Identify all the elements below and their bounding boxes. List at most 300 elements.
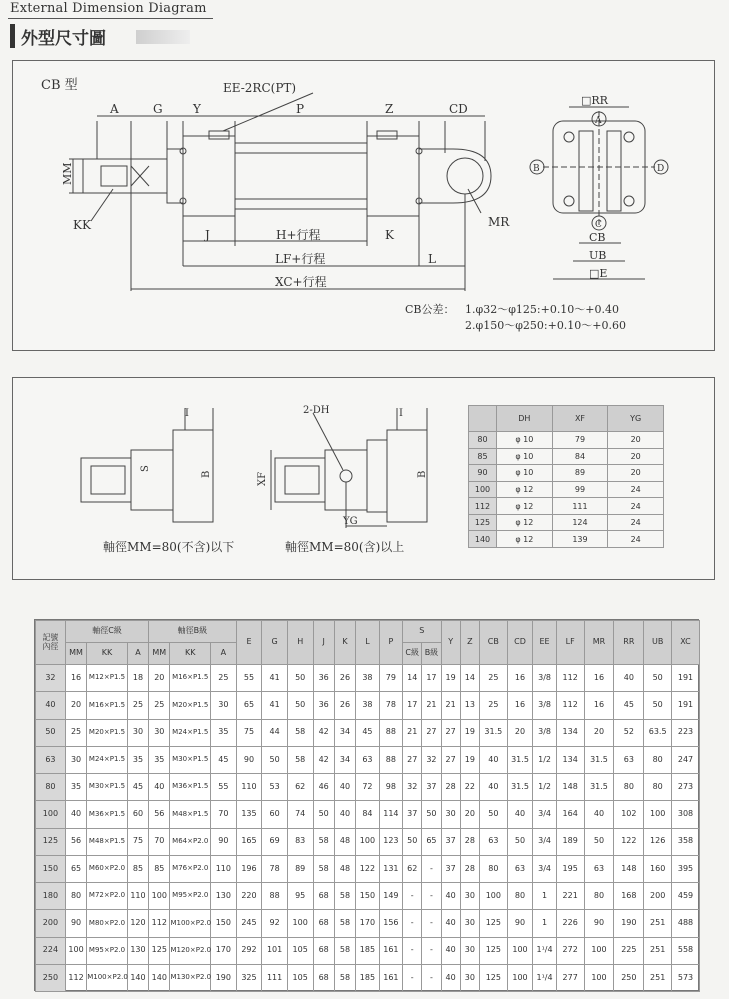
spec-cell: 35 [149, 746, 170, 773]
spec-cell: 31.5 [507, 746, 533, 773]
spec-cell: - [403, 910, 422, 937]
spec-cell: 36 [313, 665, 334, 692]
spec-cell: 45 [356, 719, 379, 746]
spec-table-row [36, 719, 700, 746]
spec-cell: 189 [556, 828, 584, 855]
spec-cell: 1/2 [533, 746, 556, 773]
dim-cd: CD [449, 102, 468, 116]
spec-cell: 3/4 [533, 855, 556, 882]
sub-mm-b: MM [149, 643, 170, 665]
col-z: Z [460, 621, 479, 665]
dim-xc: XC+行程 [275, 275, 327, 289]
spec-cell: 40 [441, 937, 460, 964]
dim-b-1: B [201, 470, 212, 478]
spec-cell: 27 [422, 719, 441, 746]
spec-cell: 308 [672, 801, 700, 828]
spec-cell: 41 [262, 665, 288, 692]
spec-cell: 101 [262, 937, 288, 964]
col-p: P [379, 621, 402, 665]
spec-cell: 245 [236, 910, 262, 937]
caption-over-80: 軸徑MM=80(含)以上 [285, 540, 405, 554]
spec-cell: M100×P2.0 [170, 910, 211, 937]
dim-xf: XF [257, 471, 268, 486]
spec-cell: 25 [127, 692, 148, 719]
bore-cell: 180 [36, 883, 66, 910]
spec-cell: 102 [614, 801, 644, 828]
spec-table-panel [34, 619, 699, 991]
dh-table-row [469, 498, 664, 515]
spec-cell: 488 [672, 910, 700, 937]
spec-cell: 100 [65, 937, 86, 964]
spec-cell: 30 [127, 719, 148, 746]
spec-cell: 38 [356, 692, 379, 719]
dim-g: G [153, 102, 163, 116]
header-underline [8, 18, 213, 19]
tolerance-1: 1.φ32～φ125:+0.10～+0.40 [465, 303, 620, 316]
spec-cell: 21 [403, 719, 422, 746]
spec-cell: 42 [313, 746, 334, 773]
spec-cell: - [422, 964, 441, 991]
spec-cell: 150 [211, 910, 237, 937]
spec-cell: 160 [644, 855, 672, 882]
sub-a-c: A [127, 643, 148, 665]
spec-cell: 56 [149, 801, 170, 828]
dim-ub: UB [589, 249, 607, 262]
spec-cell: 50 [644, 692, 672, 719]
spec-cell: 90 [65, 910, 86, 937]
spec-cell: 164 [556, 801, 584, 828]
spec-cell: - [422, 937, 441, 964]
spec-cell: 40 [614, 665, 644, 692]
spec-cell: 50 [287, 692, 313, 719]
bore-cell: 150 [36, 855, 66, 882]
spec-cell: 25 [65, 719, 86, 746]
dh-value-cell: φ 10 [497, 448, 553, 465]
spec-cell: 90 [507, 910, 533, 937]
spec-cell: 37 [403, 801, 422, 828]
bore-cell: 200 [36, 910, 66, 937]
spec-cell: M80×P2.0 [87, 910, 128, 937]
dh-value-cell: 20 [608, 465, 664, 482]
sub-s-c: C級 [403, 643, 422, 665]
spec-cell: 63 [584, 855, 614, 882]
bore-cell: 80 [36, 774, 66, 801]
dh-table-row [469, 465, 664, 482]
spec-cell: M24×P1.5 [87, 746, 128, 773]
spec-cell: 42 [313, 719, 334, 746]
spec-cell: 60 [262, 801, 288, 828]
spec-cell: 3/8 [533, 719, 556, 746]
spec-cell: 1¹/4 [533, 937, 556, 964]
spec-cell: 221 [556, 883, 584, 910]
col-rr: RR [614, 621, 644, 665]
bore-cell: 40 [36, 692, 66, 719]
spec-cell: - [403, 937, 422, 964]
col-k: K [334, 621, 355, 665]
spec-cell: M76×P2.0 [170, 855, 211, 882]
dim-b-2: B [417, 470, 428, 478]
spec-cell: 38 [356, 665, 379, 692]
spec-cell: 26 [334, 665, 355, 692]
spec-cell: - [403, 883, 422, 910]
spec-cell: 30 [149, 719, 170, 746]
dh-value-cell: 20 [608, 432, 664, 449]
circle-b: B [533, 164, 540, 174]
spec-cell: M30×P1.5 [170, 746, 211, 773]
spec-cell: - [422, 883, 441, 910]
spec-table-row [36, 910, 700, 937]
cb-type-drawing [13, 61, 716, 352]
spec-cell: 68 [313, 937, 334, 964]
spec-cell: 573 [672, 964, 700, 991]
corner-bottom: 內徑 [42, 641, 59, 651]
spec-cell: 122 [614, 828, 644, 855]
spec-cell: 100 [584, 964, 614, 991]
spec-cell: M24×P1.5 [170, 719, 211, 746]
spec-cell: 135 [236, 801, 262, 828]
spec-cell: 44 [262, 719, 288, 746]
spec-cell: M48×P1.5 [170, 801, 211, 828]
spec-cell: 196 [236, 855, 262, 882]
col-cd: CD [507, 621, 533, 665]
spec-table-row [36, 665, 700, 692]
spec-cell: 83 [287, 828, 313, 855]
spec-cell: 100 [507, 964, 533, 991]
spec-cell: 80 [584, 883, 614, 910]
spec-cell: 22 [460, 774, 479, 801]
spec-table-row [36, 746, 700, 773]
dim-mr: MR [488, 215, 510, 229]
spec-cell: 80 [644, 746, 672, 773]
xf-header: XF [552, 406, 608, 432]
spec-cell: 3/4 [533, 828, 556, 855]
spec-cell: 48 [334, 828, 355, 855]
spec-cell: 14 [403, 665, 422, 692]
col-g: G [262, 621, 288, 665]
spec-cell: 27 [403, 746, 422, 773]
spec-cell: M20×P1.5 [170, 692, 211, 719]
spec-cell: 25 [479, 692, 507, 719]
dh-table-row [469, 531, 664, 548]
spec-cell: 52 [614, 719, 644, 746]
dim-s: S [140, 465, 151, 472]
spec-cell: 37 [441, 828, 460, 855]
dim-a: A [110, 102, 119, 116]
dim-i-1: I [185, 408, 189, 419]
col-lf: LF [556, 621, 584, 665]
spec-cell: 95 [287, 883, 313, 910]
col-h: H [287, 621, 313, 665]
spec-cell: 112 [149, 910, 170, 937]
spec-cell: 85 [127, 855, 148, 882]
spec-table-row [36, 692, 700, 719]
spec-cell: 223 [672, 719, 700, 746]
spec-cell: 40 [441, 910, 460, 937]
spec-cell: 110 [127, 883, 148, 910]
spec-cell: 28 [460, 828, 479, 855]
spec-cell: 63 [356, 746, 379, 773]
spec-table-row [36, 774, 700, 801]
spec-cell: M16×P1.5 [87, 692, 128, 719]
spec-cell: 80 [479, 855, 507, 882]
spec-cell: M130×P2.0 [170, 964, 211, 991]
spec-cell: 185 [356, 937, 379, 964]
spec-cell: 19 [460, 746, 479, 773]
dh-table-row [469, 481, 664, 498]
dh-value-cell: 24 [608, 481, 664, 498]
spec-cell: 30 [441, 801, 460, 828]
spec-cell: 48 [334, 855, 355, 882]
spec-cell: 251 [644, 910, 672, 937]
spec-cell: 40 [149, 774, 170, 801]
spec-cell: 40 [441, 964, 460, 991]
spec-cell: 16 [584, 692, 614, 719]
spec-cell: 20 [65, 692, 86, 719]
dh-value-cell: 24 [608, 514, 664, 531]
spec-cell: 50 [584, 828, 614, 855]
spec-cell: 16 [507, 665, 533, 692]
spec-cell: 272 [556, 937, 584, 964]
spec-cell: 32 [403, 774, 422, 801]
header-grey-bar [136, 30, 190, 44]
spec-cell: 3/8 [533, 665, 556, 692]
spec-table-row [36, 855, 700, 882]
bore-cell: 50 [36, 719, 66, 746]
spec-cell: 1 [533, 883, 556, 910]
spec-cell: 251 [644, 937, 672, 964]
spec-cell: 1¹/4 [533, 964, 556, 991]
spec-cell: 250 [614, 964, 644, 991]
spec-cell: 558 [672, 937, 700, 964]
spec-cell: 191 [672, 665, 700, 692]
spec-cell: 78 [262, 855, 288, 882]
spec-cell: 35 [127, 746, 148, 773]
spec-cell: 80 [614, 774, 644, 801]
spec-cell: 75 [127, 828, 148, 855]
spec-cell: 74 [287, 801, 313, 828]
sub-kk-b: KK [170, 643, 211, 665]
spec-cell: 37 [422, 774, 441, 801]
spec-cell: 60 [127, 801, 148, 828]
spec-cell: 110 [236, 774, 262, 801]
dim-e: □E [589, 267, 608, 280]
spec-cell: 58 [334, 883, 355, 910]
spec-cell: 84 [356, 801, 379, 828]
spec-cell: 20 [149, 665, 170, 692]
spec-cell: 168 [614, 883, 644, 910]
spec-cell: 325 [236, 964, 262, 991]
spec-cell: 58 [313, 855, 334, 882]
spec-table-row [36, 883, 700, 910]
spec-cell: 226 [556, 910, 584, 937]
spec-cell: M95×P2.0 [170, 883, 211, 910]
tolerance-2: 2.φ150～φ250:+0.10～+0.60 [465, 319, 627, 332]
spec-cell: 100 [149, 883, 170, 910]
spec-cell: 34 [334, 746, 355, 773]
spec-cell: 25 [479, 665, 507, 692]
col-cb: CB [479, 621, 507, 665]
spec-cell: 27 [441, 746, 460, 773]
dh-value-cell: 124 [552, 514, 608, 531]
spec-cell: 28 [441, 774, 460, 801]
spec-cell: 58 [334, 937, 355, 964]
spec-cell: 68 [313, 910, 334, 937]
spec-cell: 251 [644, 964, 672, 991]
spec-cell: 30 [460, 910, 479, 937]
spec-cell: M95×P2.0 [87, 937, 128, 964]
spec-cell: 110 [211, 855, 237, 882]
spec-cell: 195 [556, 855, 584, 882]
spec-cell: 30 [460, 937, 479, 964]
col-xc: XC [672, 621, 700, 665]
spec-cell: 68 [313, 964, 334, 991]
spec-cell: 92 [262, 910, 288, 937]
spec-cell: 395 [672, 855, 700, 882]
spec-cell: M16×P1.5 [170, 665, 211, 692]
spec-cell: 358 [672, 828, 700, 855]
spec-cell: 90 [584, 910, 614, 937]
spec-cell: 27 [441, 719, 460, 746]
dim-k: K [385, 228, 394, 242]
spec-cell: 200 [644, 883, 672, 910]
spec-cell: 40 [334, 801, 355, 828]
dim-j: J [205, 228, 210, 242]
spec-cell: 25 [149, 692, 170, 719]
spec-cell: 45 [614, 692, 644, 719]
spec-cell: M100×P2.0 [87, 964, 128, 991]
spec-cell: 35 [65, 774, 86, 801]
spec-cell: 131 [379, 855, 402, 882]
spec-cell: 459 [672, 883, 700, 910]
spec-cell: 80 [644, 774, 672, 801]
dh-value-cell: 24 [608, 498, 664, 515]
spec-cell: 123 [379, 828, 402, 855]
spec-cell: 125 [479, 910, 507, 937]
spec-cell: 40 [479, 774, 507, 801]
spec-cell: 112 [65, 964, 86, 991]
spec-cell: 26 [334, 692, 355, 719]
spec-cell: 40 [584, 801, 614, 828]
dim-p: P [296, 102, 305, 116]
spec-table-row [36, 828, 700, 855]
spec-cell: 3/8 [533, 692, 556, 719]
spec-cell: 191 [672, 692, 700, 719]
spec-cell: 112 [556, 665, 584, 692]
spec-cell: 31.5 [507, 774, 533, 801]
spec-cell: 17 [403, 692, 422, 719]
dh-table-row [469, 432, 664, 449]
dim-l: L [428, 252, 436, 266]
spec-cell: 50 [262, 746, 288, 773]
spec-cell: 46 [313, 774, 334, 801]
spec-cell: M30×P1.5 [87, 774, 128, 801]
spec-cell: 50 [507, 828, 533, 855]
dh-value-cell: 84 [552, 448, 608, 465]
spec-cell: M64×P2.0 [170, 828, 211, 855]
spec-cell: 185 [356, 964, 379, 991]
dim-h: H+行程 [276, 228, 321, 242]
bore-cell: 125 [36, 828, 66, 855]
spec-cell: 55 [236, 665, 262, 692]
spec-cell: 34 [334, 719, 355, 746]
header-subtitle: 外型尺寸圖 [10, 24, 132, 48]
spec-cell: 40 [507, 801, 533, 828]
spec-cell: 36 [313, 692, 334, 719]
dh-table [468, 405, 664, 548]
spec-cell: 100 [479, 883, 507, 910]
dh-bore-cell: 90 [469, 465, 497, 482]
cb-type-diagram-panel [12, 60, 715, 351]
dim-yg: YG [343, 516, 358, 527]
dh-value-cell: 111 [552, 498, 608, 515]
spec-cell: 50 [287, 665, 313, 692]
dh-value-cell: 24 [608, 531, 664, 548]
dh-value-cell: 20 [608, 448, 664, 465]
spec-cell: 20 [584, 719, 614, 746]
spec-cell: 150 [356, 883, 379, 910]
spec-cell: 220 [236, 883, 262, 910]
spec-cell: 25 [211, 665, 237, 692]
dh-bore-cell: 125 [469, 514, 497, 531]
spec-cell: 79 [379, 665, 402, 692]
spec-cell: 277 [556, 964, 584, 991]
dh-value-cell: 79 [552, 432, 608, 449]
col-s: S [403, 621, 441, 643]
dh-value-cell: φ 12 [497, 514, 553, 531]
spec-cell: 21 [422, 692, 441, 719]
spec-cell: 112 [556, 692, 584, 719]
spec-cell: 37 [441, 855, 460, 882]
dim-dh: 2-DH [303, 405, 330, 416]
spec-cell: 50 [422, 801, 441, 828]
spec-table [35, 620, 700, 992]
spec-cell: 80 [65, 883, 86, 910]
spec-cell: 75 [236, 719, 262, 746]
dh-value-cell: φ 12 [497, 498, 553, 515]
dh-bore-cell: 140 [469, 531, 497, 548]
bore-cell: 63 [36, 746, 66, 773]
spec-cell: 65 [422, 828, 441, 855]
spec-cell: 63.5 [644, 719, 672, 746]
spec-cell: 125 [479, 964, 507, 991]
spec-cell: 16 [584, 665, 614, 692]
spec-cell: 50 [479, 801, 507, 828]
spec-cell: 45 [211, 746, 237, 773]
spec-cell: M60×P2.0 [87, 855, 128, 882]
sub-a-b: A [211, 643, 237, 665]
spec-cell: 41 [262, 692, 288, 719]
spec-cell: 68 [313, 883, 334, 910]
spec-cell: 105 [287, 964, 313, 991]
spec-cell: 16 [507, 692, 533, 719]
spec-cell: 62 [403, 855, 422, 882]
spec-cell: M120×P2.0 [170, 937, 211, 964]
spec-cell: 88 [262, 883, 288, 910]
bore-cell: 100 [36, 801, 66, 828]
spec-cell: 78 [379, 692, 402, 719]
spec-cell: 35 [211, 719, 237, 746]
spec-cell: M72×P2.0 [87, 883, 128, 910]
dh-bore-cell: 100 [469, 481, 497, 498]
spec-cell: 40 [334, 774, 355, 801]
spec-cell: 100 [584, 937, 614, 964]
spec-cell: 19 [441, 665, 460, 692]
spec-cell: 3/4 [533, 801, 556, 828]
spec-cell: 134 [556, 746, 584, 773]
spec-cell: 100 [507, 937, 533, 964]
spec-cell: M48×P1.5 [87, 828, 128, 855]
sub-mm-c: MM [65, 643, 86, 665]
